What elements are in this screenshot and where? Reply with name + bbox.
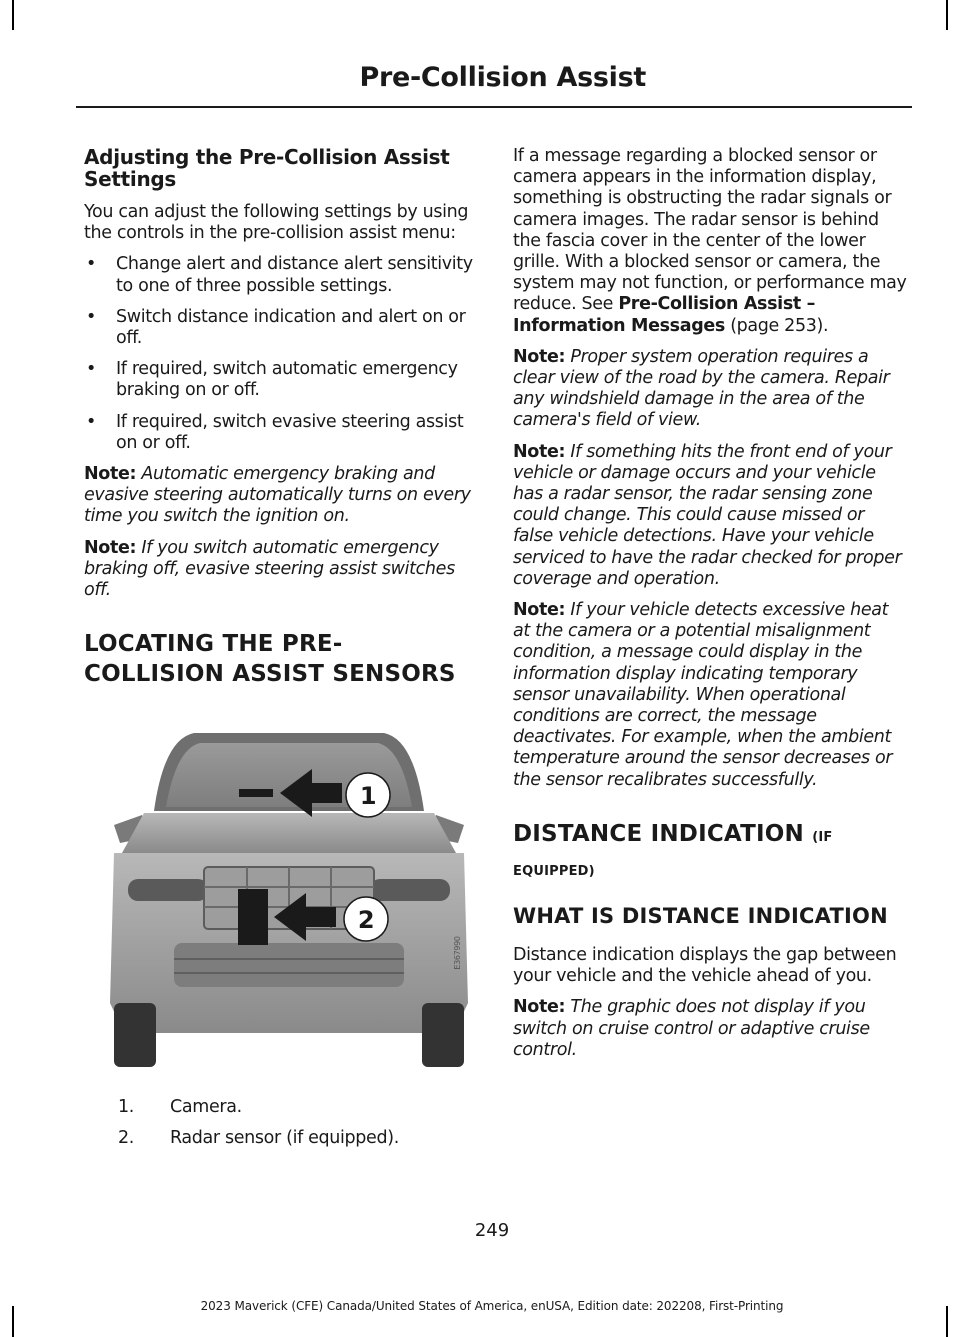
- note-label: Note:: [513, 346, 566, 367]
- note-label: Note:: [513, 441, 566, 462]
- note-label: Note:: [84, 464, 137, 485]
- header-rule: [76, 106, 912, 108]
- left-column: [84, 146, 476, 1160]
- note-text: Proper system operation requires a clear view of the road by the camera. Repair any windshield damage in the area of the camera's field of view.: [513, 346, 890, 431]
- page-footer: 2023 Maverick (CFE) Canada/United States of America, enUSA, Edition date: 202208, First-Printing: [200, 1299, 784, 1313]
- note-text: If you switch automatic emergency braking off, evasive steering assist switches off.: [84, 537, 455, 601]
- page-number: 249: [474, 1220, 510, 1241]
- vehicle-front-illustration: [84, 703, 476, 1083]
- crop-mark: [12, 0, 14, 30]
- note-label: Note:: [513, 600, 566, 621]
- section-heading-qualifier: (IF: [812, 829, 833, 845]
- distance-indication-paragraph: Distance indication displays the gap between your vehicle and the vehicle ahead of you.: [513, 944, 897, 987]
- list-item: [84, 412, 476, 454]
- note: [84, 538, 476, 602]
- bullet-glyph: •: [86, 254, 96, 275]
- list-item: [84, 307, 476, 349]
- list-item-text: If required, switch evasive steering assist on or off.: [116, 411, 464, 453]
- figure-code: E367990: [453, 936, 462, 970]
- list-item-text: Change alert and distance alert sensitivity to one of three possible settings.: [116, 254, 473, 296]
- list-item-text: Switch distance indication and alert on or off.: [116, 306, 466, 349]
- bullet-glyph: •: [86, 306, 96, 327]
- settings-list: [84, 254, 476, 454]
- list-item-text: If required, switch automatic emergency braking on or off.: [116, 359, 458, 401]
- page-title: Pre-Collision Assist: [359, 62, 646, 93]
- crop-mark: [946, 0, 948, 30]
- legend-number: 1.: [118, 1097, 134, 1118]
- cross-reference-link[interactable]: Pre-Collision Assist – Information Messages: [513, 294, 816, 336]
- note-text: If something hits the front end of your vehicle or damage occurs and your vehicle has a radar sensor, the radar sensing zone could change. This could cause missed or false vehicle detections. Have your vehicle serviced to have the radar checked for proper coverage and operation.: [513, 441, 902, 589]
- figure-legend: [84, 1097, 476, 1149]
- section-heading-distance-indication: [513, 819, 909, 887]
- note: [513, 442, 909, 590]
- legend-number: 2.: [118, 1128, 134, 1149]
- cross-reference-page: (page 253).: [730, 315, 829, 336]
- callout-2: 2: [357, 906, 375, 935]
- bullet-glyph: •: [86, 411, 96, 432]
- note-text: The graphic does not display if you switch on cruise control or adaptive cruise control.: [513, 997, 870, 1060]
- section-heading-line: COLLISION ASSIST SENSORS: [84, 661, 456, 688]
- settings-heading: Adjusting the Pre-Collision Assist Settings: [84, 145, 450, 191]
- list-item: [84, 254, 476, 296]
- note-text: Automatic emergency braking and evasive steering automatically turns on every time you switch the ignition on.: [84, 464, 471, 527]
- section-heading-line: LOCATING THE PRE-: [84, 631, 343, 658]
- right-column: [513, 146, 909, 1071]
- bullet-glyph: •: [86, 359, 96, 380]
- blocked-sensor-paragraph: [513, 146, 909, 337]
- legend-text: Radar sensor (if equipped).: [170, 1128, 399, 1149]
- note: [513, 347, 909, 432]
- vehicle-sensor-figure: [84, 703, 476, 1083]
- note: [84, 464, 476, 528]
- note: [513, 997, 909, 1061]
- settings-intro: You can adjust the following settings by using the controls in the pre-collision assist menu:: [84, 202, 469, 244]
- section-heading-qualifier: EQUIPPED): [513, 863, 595, 879]
- list-item: [84, 359, 476, 401]
- note-label: Note:: [84, 537, 137, 558]
- callout-1: 1: [359, 782, 377, 811]
- paragraph-text: If a message regarding a blocked sensor or camera appears in the information display, something is obstructing the radar signals or camera images. The radar sensor is behind the fascia cover in the center of the lower grille. With a blocked sensor or camera, the system may not function, or performance may reduce. See: [513, 146, 907, 315]
- section-heading-what-is: WHAT IS DISTANCE INDICATION: [513, 903, 888, 928]
- note-text: If your vehicle detects excessive heat at the camera or a potential misalignment condition, a message could display in the information display indicating temporary sensor unavailability. When operational conditions are correct, the message deactivates. For example, when the ambient temperature around the sensor decreases or the sensor recalibrates successfully.: [513, 600, 893, 790]
- legend-text: Camera.: [170, 1097, 242, 1118]
- legend-item: [84, 1097, 476, 1118]
- note-label: Note:: [513, 997, 566, 1018]
- note: [513, 600, 909, 791]
- section-heading-main: DISTANCE INDICATION: [513, 820, 804, 847]
- section-heading-sensors: [84, 629, 476, 689]
- legend-item: [84, 1128, 476, 1149]
